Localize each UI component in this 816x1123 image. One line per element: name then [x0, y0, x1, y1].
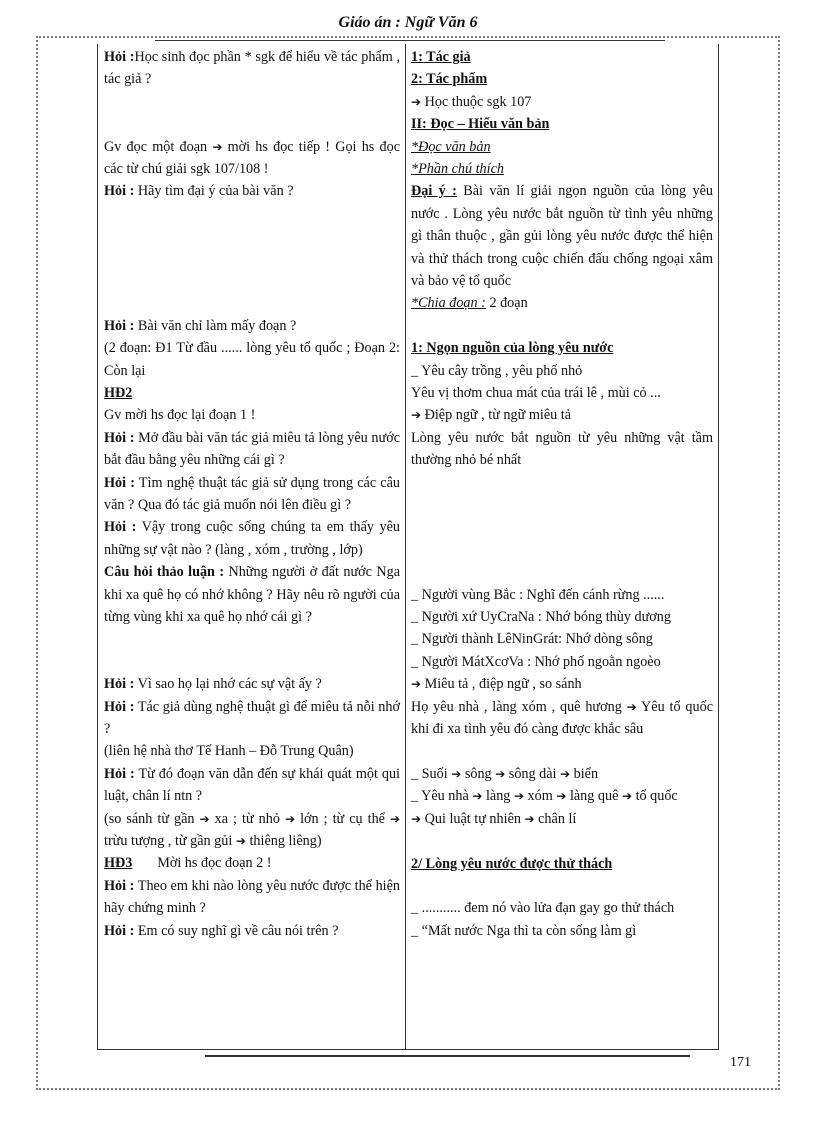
main-idea: Đại ý : Bài văn lí giải ngọn nguồn của lòng yêu nước . Lòng yêu nước bắt nguồn từ tình yêu những gì thân thuộc , gần gủi lòng yêu nước được thể hiện và thử thách trong cuộc chiến đấu chống ngoại xâm và bảo vệ tổ quốc: [411, 183, 713, 290]
author-heading: 1: Tác giả: [411, 49, 471, 65]
left-column: [104, 46, 400, 942]
teacher-read-part1: Gv mời hs đọc lại đoạn 1 !: [104, 407, 256, 424]
arrow-icon: ➔: [284, 811, 296, 826]
question-law: Hỏi : Từ đó đoạn văn dẫn đến sự khái quát một qui luật, chân lí ntn ?: [104, 765, 400, 805]
section-2-heading: 2/ Lòng yêu nước được thử thách: [411, 855, 613, 872]
arrow-icon: ➔: [626, 699, 637, 714]
arrow-icon: ➔: [411, 677, 422, 692]
question-beginning: Hỏi : Mở đầu bài văn tác giả miêu tả lòng yêu nước bắt đầu bằng yêu những cái gì ?: [104, 429, 401, 469]
arrow-icon: ➔: [411, 408, 422, 423]
question-intro: Hỏi :Học sinh đọc phần * sgk để hiểu về tác phẩm , tác giả ?: [104, 49, 400, 88]
section-ii-heading: II: Đọc – Hiểu văn bản: [411, 116, 550, 133]
right-column: [411, 46, 713, 942]
arrow-icon: ➔: [212, 139, 223, 154]
arrow-icon: ➔: [235, 834, 246, 849]
arrow-icon: ➔: [556, 789, 567, 804]
arrow-icon: ➔: [621, 789, 633, 804]
page-number: 171: [730, 1055, 751, 1070]
technique: ➔ Miêu tả , điệp ngữ , so sánh: [411, 673, 713, 695]
section-1-heading: 1: Ngọn nguồn của lòng yêu nước: [411, 340, 614, 357]
question-why: Hỏi : Vì sao họ lại nhớ các sự vật ấy ?: [104, 676, 322, 693]
question-test: Hỏi : Theo em khi nào lòng yêu nước được thể hiện hãy chứng minh ?: [104, 877, 401, 917]
leningrad-people: _ Người thành LêNinGrát: Nhớ dòng sông: [411, 631, 653, 648]
arrow-icon: ➔: [524, 811, 535, 826]
quote: _ “Mất nước Nga thì ta còn sống làm gì: [411, 922, 637, 939]
work-heading: 2: Tác phẩm: [411, 71, 488, 88]
arrow-icon: ➔: [390, 811, 401, 826]
footer-rule: [205, 1055, 690, 1057]
arrow-icon: ➔: [513, 789, 524, 804]
page-header: Giáo án : Ngữ Văn 6: [338, 14, 478, 31]
question-main-idea: Hỏi : Hãy tìm đại ý của bài văn ?: [104, 183, 294, 200]
notes-heading: *Phần chú thích: [411, 161, 504, 178]
division: *Chia đoạn : 2 đoạn: [411, 295, 528, 312]
arrow-icon: ➔: [411, 811, 422, 826]
love-taste: Yêu vị thơm chua mát của trái lê , mùi cỏ ...: [411, 385, 661, 402]
rhetoric: ➔ Điệp ngữ , từ ngữ miêu tả: [411, 404, 713, 426]
arrow-icon: ➔: [199, 811, 210, 826]
fire-test: _ ........... đem nó vào lửa đạn gay go thử thách: [411, 900, 675, 917]
home-chain: _ Yêu nhà ➔ làng ➔ xóm ➔ làng quê ➔ tổ quốc: [411, 785, 713, 807]
question-think: Hỏi : Em có suy nghĩ gì về câu nói trên ?: [104, 922, 339, 939]
law-chain: ➔ Qui luật tự nhiên ➔ chân lí: [411, 808, 713, 830]
moscow-people: _ Người MátXcơVa : Nhớ phố ngoằn ngoèo: [411, 653, 661, 670]
discussion-question: Câu hỏi thảo luận : Những người ở đất nước Nga khi xa quê họ có nhớ không ? Hãy nêu rõ người của từng vùng khi xa quê họ nhớ cái gì ?: [104, 564, 400, 626]
question-parts: Hỏi : Bài văn chỉ làm mấy đoạn ?: [104, 317, 297, 334]
question-life: Hỏi : Vậy trong cuộc sống chúng ta em thấy yêu những sự vật nào ? (làng , xóm , trường , lớp): [104, 519, 401, 558]
origin: Lòng yêu nước bắt nguồn từ yêu những vật tầm thường nhỏ bé nhất: [411, 429, 713, 469]
column-divider: [405, 44, 406, 1050]
arrow-icon: ➔: [411, 94, 422, 109]
stream-chain: _ Suối ➔ sông ➔ sông dài ➔ biển: [411, 763, 713, 785]
arrow-icon: ➔: [495, 766, 506, 781]
learn-note: ➔ Học thuộc sgk 107: [411, 91, 713, 113]
teacher-read-instruction: Gv đọc một đoạn ➔ mời hs đọc tiếp ! Gọi hs đọc các từ chú giải sgk 107/108 !: [104, 136, 400, 181]
north-people: _ Người vùng Bắc : Nghĩ đến cánh rừng ......: [411, 586, 665, 603]
relate-note: (liên hệ nhà thơ Tế Hanh – Đỗ Trung Quân): [104, 743, 354, 760]
parts-answer: (2 đoạn: Đ1 Từ đầu ...... lòng yêu tổ quốc ; Đoạn 2: Còn lại: [104, 340, 400, 379]
arrow-icon: ➔: [472, 789, 483, 804]
love-home: Họ yêu nhà , làng xóm , quê hương ➔ Yêu tổ quốc khi đi xa tình yêu đó càng được khắc sâu: [411, 696, 713, 741]
love-trees: _ Yêu cây trồng , yêu phố nhỏ: [411, 362, 583, 379]
activity-hd3: HĐ3 Mời hs đọc đoạn 2 !: [104, 855, 272, 872]
activity-hd2: HĐ2: [104, 384, 133, 401]
arrow-icon: ➔: [560, 766, 571, 781]
arrow-icon: ➔: [451, 766, 462, 781]
comparison-note: (so sánh từ gần ➔ xa ; từ nhỏ ➔ lớn ; từ cụ thể ➔ trừu tượng , từ gần gủi ➔ thiêng liêng): [104, 808, 400, 853]
ukraine-people: _ Người xứ UyCraNa : Nhớ bóng thùy dương: [411, 609, 671, 626]
question-art: Hỏi : Tìm nghệ thuật tác giả sử dụng trong các câu văn ? Qua đó tác giả muốn nói lên điều gì ?: [104, 474, 400, 514]
read-text-heading: *Đọc văn bản: [411, 138, 491, 155]
question-art-2: Hỏi : Tác giả dùng nghệ thuật gì để miêu tả nỗi nhớ ?: [104, 698, 400, 738]
